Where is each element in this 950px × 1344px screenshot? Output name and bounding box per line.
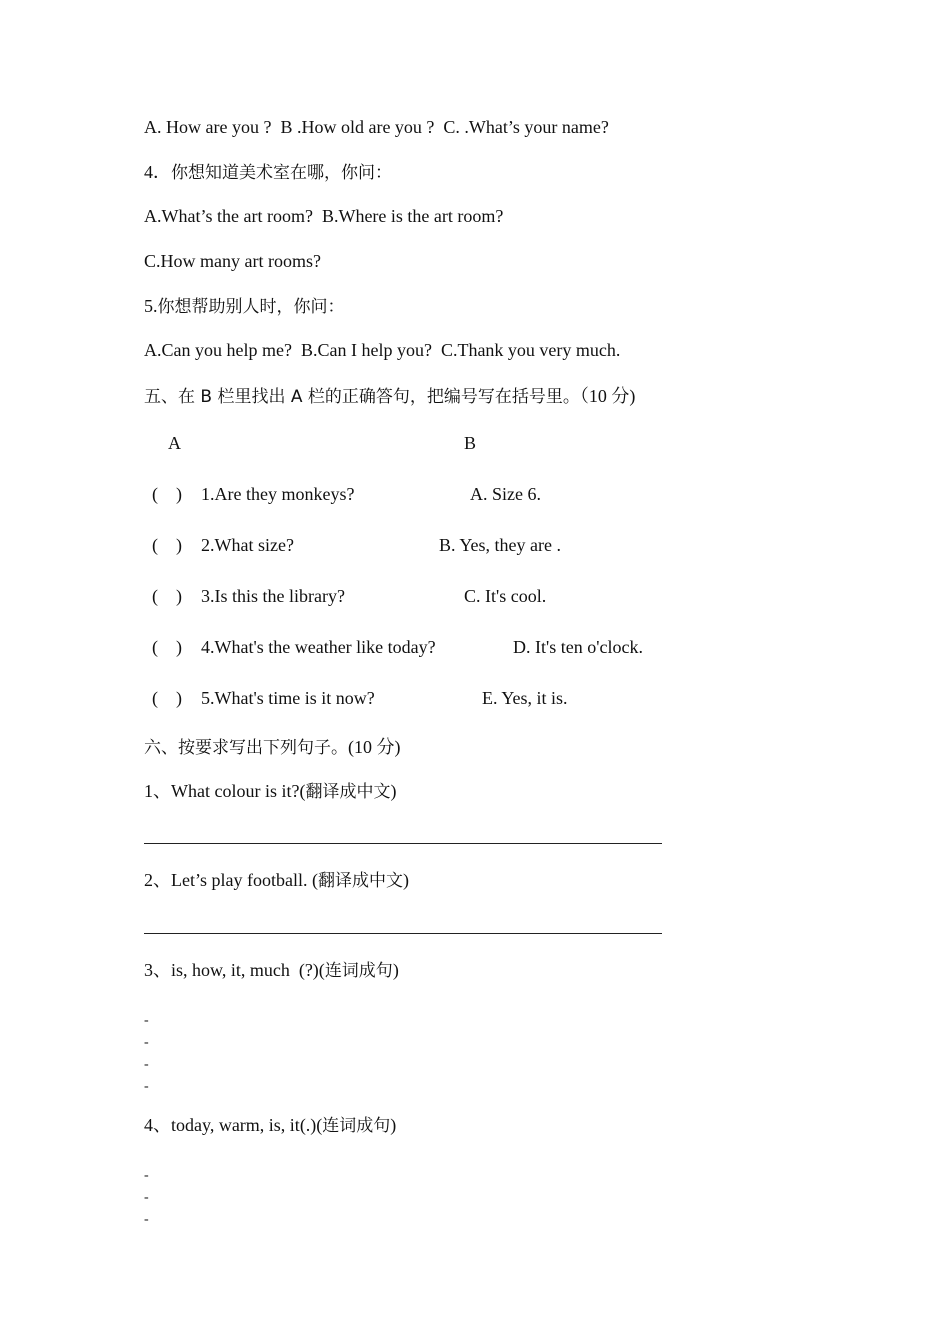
match-question: 1.Are they monkeys? bbox=[201, 484, 355, 504]
answer-line[interactable] bbox=[144, 843, 662, 844]
section5-title bbox=[144, 385, 635, 408]
item-instruction: 连词成句 bbox=[324, 961, 393, 981]
section6-title bbox=[144, 736, 401, 759]
q4-prompt-text: 你想知道美术室在哪，你问： bbox=[171, 163, 392, 183]
item-number: 1、 bbox=[144, 781, 171, 801]
item-text: What colour is it?( bbox=[171, 781, 306, 801]
section6-item-3 bbox=[144, 959, 399, 982]
answer-dash: - bbox=[144, 1079, 149, 1094]
answer-parentheses[interactable]: ( ) bbox=[152, 586, 182, 606]
q5-prompt bbox=[144, 295, 345, 318]
item-number: 2、 bbox=[144, 870, 171, 890]
q3-options: A. How are you ? B .How old are you ? C. .What’s your name? bbox=[144, 117, 609, 137]
match-answer: E. Yes, it is. bbox=[482, 688, 568, 708]
q4-number: 4． bbox=[144, 162, 171, 182]
answer-parentheses[interactable]: ( ) bbox=[152, 637, 182, 657]
answer-dash: - bbox=[144, 1013, 149, 1028]
section6-title-text: 六、按要求写出下列句子。 bbox=[144, 738, 348, 758]
answer-dash: - bbox=[144, 1057, 149, 1072]
q4-prompt bbox=[144, 161, 392, 184]
section6-item-2 bbox=[144, 869, 409, 892]
q4-options-line1: A.What’s the art room? B.Where is the art room? bbox=[144, 206, 504, 226]
item-instruction: 翻译成中文 bbox=[305, 782, 391, 802]
q5-number: 5. bbox=[144, 296, 158, 316]
section5-title-text: 五、在 B 栏里找出 A 栏的正确答句，把编号写在括号里。 bbox=[144, 387, 580, 407]
q5-prompt-text: 你想帮助别人时，你问： bbox=[157, 297, 345, 317]
answer-dash: - bbox=[144, 1168, 149, 1183]
item-close-paren: ) bbox=[390, 781, 397, 801]
item-instruction: 翻译成中文 bbox=[317, 871, 403, 891]
column-a-header: A bbox=[168, 433, 181, 453]
match-answer: A. Size 6. bbox=[470, 484, 541, 504]
match-answer: B. Yes, they are . bbox=[439, 535, 561, 555]
section6-item-1 bbox=[144, 780, 396, 803]
q4-options-line2: C.How many art rooms? bbox=[144, 251, 321, 271]
match-question: 3.Is this the library? bbox=[201, 586, 345, 606]
item-close-paren: ) bbox=[392, 960, 399, 980]
q5-options: A.Can you help me? B.Can I help you? C.Thank you very much. bbox=[144, 340, 621, 360]
answer-parentheses[interactable]: ( ) bbox=[152, 484, 182, 504]
section5-score: （10 分) bbox=[579, 386, 636, 406]
answer-parentheses[interactable]: ( ) bbox=[152, 535, 182, 555]
answer-line[interactable] bbox=[144, 933, 662, 934]
match-question: 2.What size? bbox=[201, 535, 294, 555]
column-b-header: B bbox=[464, 433, 477, 453]
answer-dash: - bbox=[144, 1035, 149, 1050]
item-number: 4、 bbox=[144, 1115, 171, 1135]
answer-dash: - bbox=[144, 1190, 149, 1205]
match-question: 4.What's the weather like today? bbox=[201, 637, 436, 657]
match-answer: C. It's cool. bbox=[464, 586, 547, 606]
item-instruction: 连词成句 bbox=[322, 1116, 391, 1136]
section6-item-4 bbox=[144, 1114, 396, 1137]
section6-score: (10 分) bbox=[348, 737, 401, 757]
item-text: is, how, it, much (?)( bbox=[171, 960, 325, 980]
item-text: Let’s play football. ( bbox=[171, 870, 318, 890]
match-answer: D. It's ten o'clock. bbox=[513, 637, 643, 657]
item-text: today, warm, is, it(.)( bbox=[171, 1115, 323, 1135]
item-number: 3、 bbox=[144, 960, 171, 980]
answer-parentheses[interactable]: ( ) bbox=[152, 688, 182, 708]
match-question: 5.What's time is it now? bbox=[201, 688, 375, 708]
item-close-paren: ) bbox=[390, 1115, 397, 1135]
item-close-paren: ) bbox=[402, 870, 409, 890]
answer-dash: - bbox=[144, 1212, 149, 1227]
